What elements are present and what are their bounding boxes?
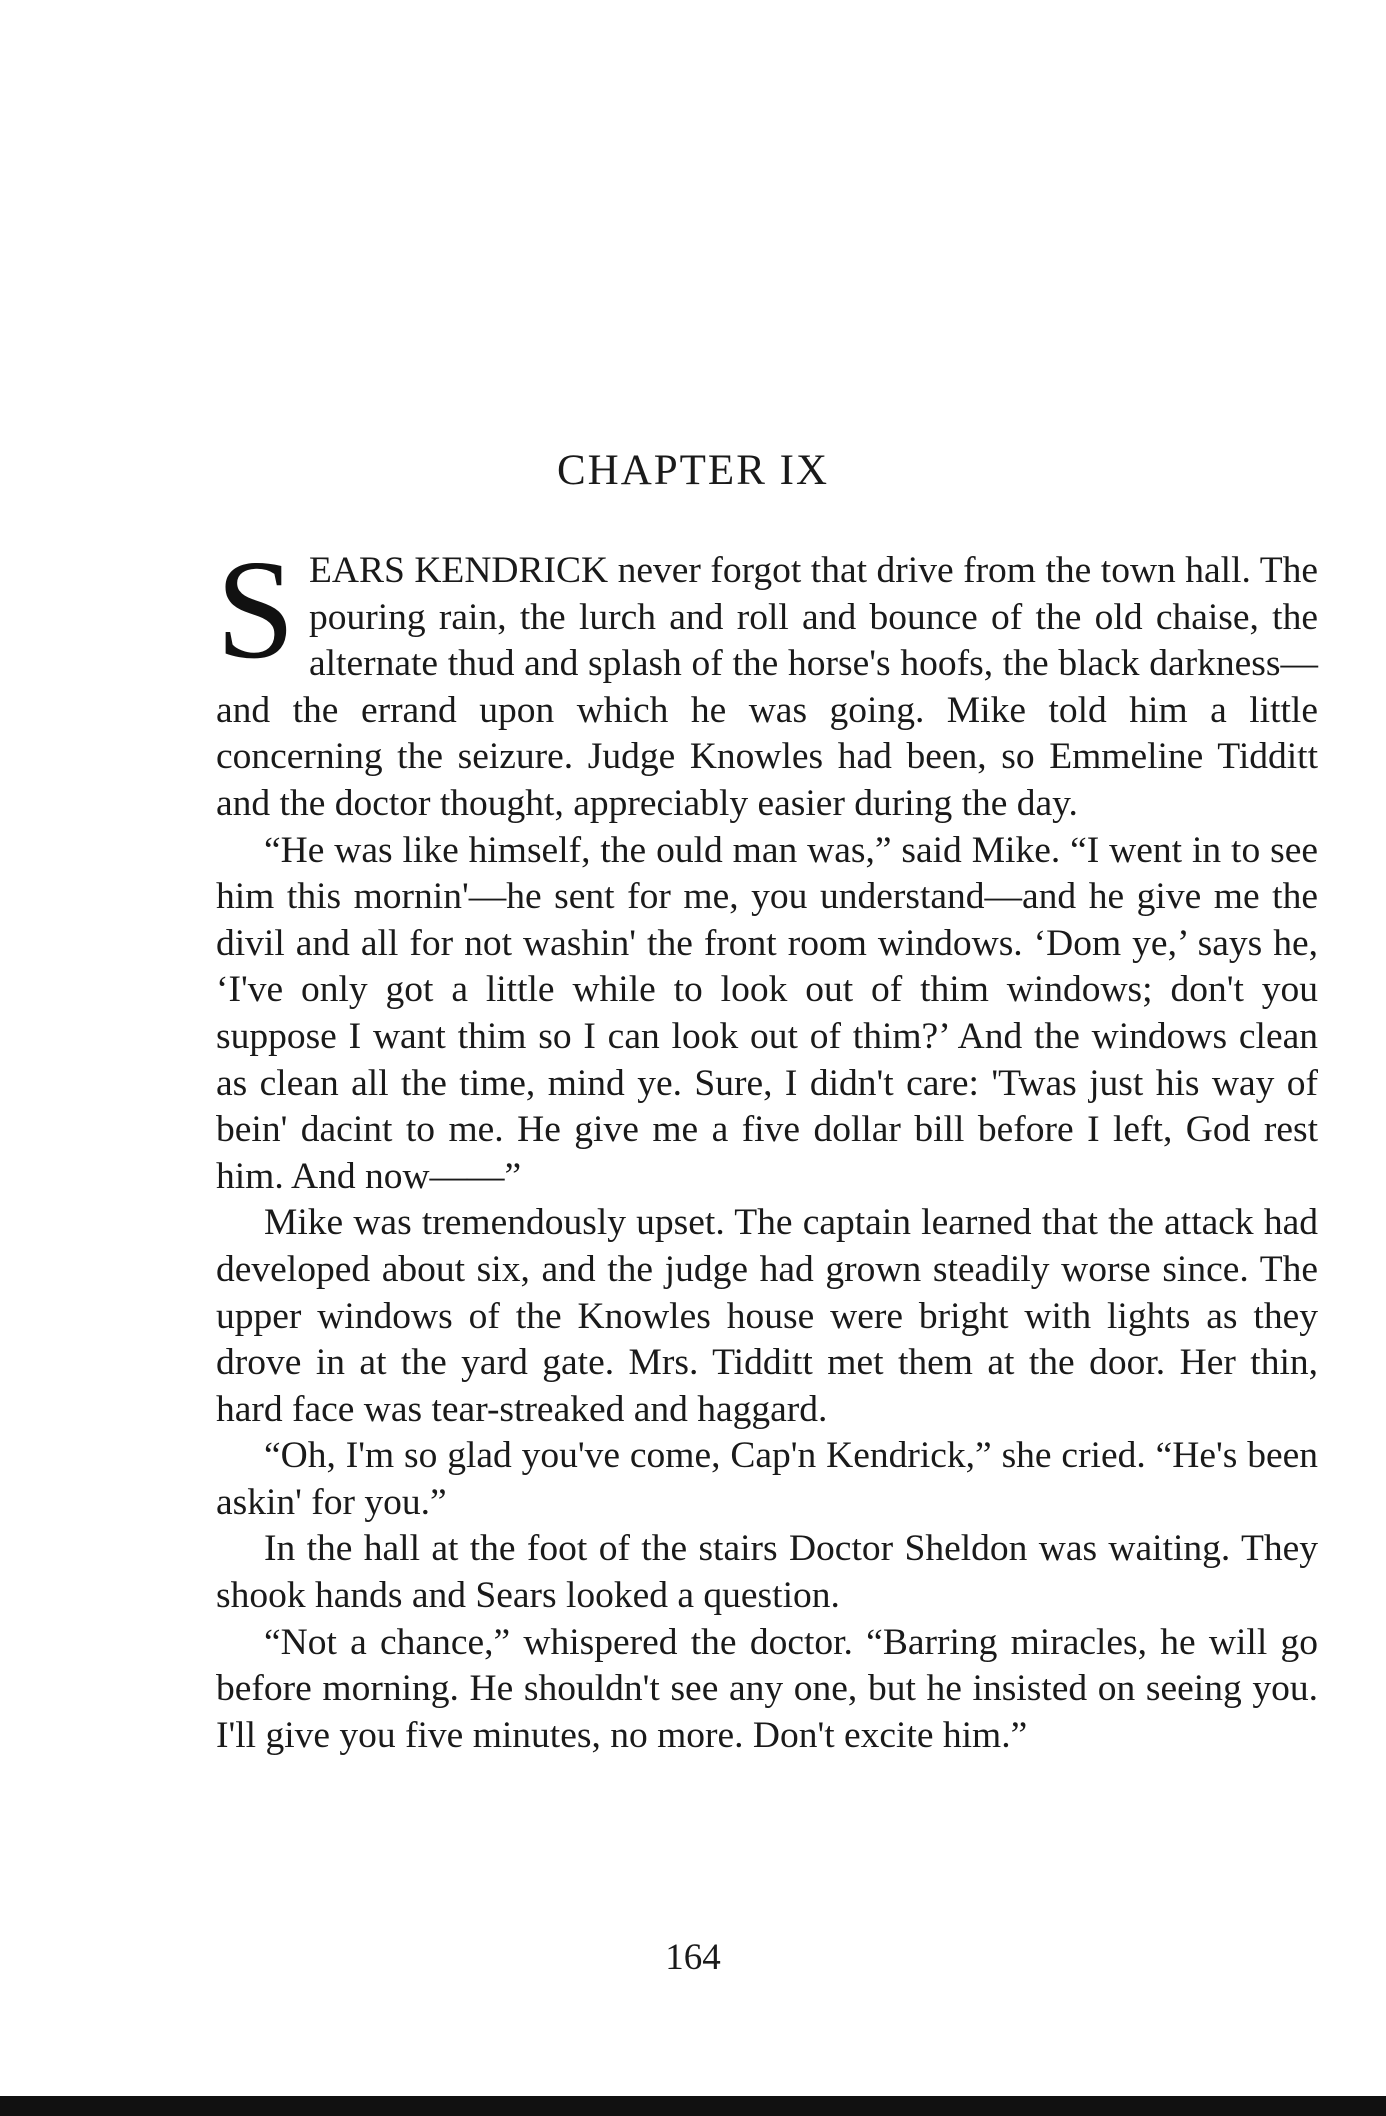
paragraph-1-text: EARS KENDRICK never forgot that drive from the town hall. The pouring rain, the lurch and roll and bounce of the old chaise, the alternate thud and splash of the horse's hoofs, the black darkness—and the errand upon which he was going. Mike told him a little concerning the seizure. Judge Knowles had been, so Emmeline Tidditt and the doctor thought, appreciably easier during the day. (216, 550, 1318, 824)
page-number: 164 (665, 1937, 721, 1978)
paragraph-6: “Not a chance,” whispered the doctor. “Barring miracles, he will go before morning. He shouldn't see any one, but he insisted on seeing you. I'll give you five minutes, no more. Don't excite him.” (216, 1621, 1318, 1756)
paragraph-2: “He was like himself, the ould man was,” said Mike. “I went in to see him this mornin'—he sent for me, you understand—and he give me the divil and all for not washin' the front room windows. ‘Dom ye,’ says he, ‘I've only got a little while to look out of thim windows; don't you suppose I want thim so I can look out of thim?’ And the windows clean as clean all the time, mind ye. Sure, I didn't care: 'Twas just his way of bein' dacint to me. He give me a five dollar bill before I left, God rest him. And now——” (216, 829, 1318, 1197)
body-text (216, 530, 1318, 1759)
paragraph-1 (216, 530, 1318, 828)
paragraph-3: Mike was tremendously upset. The captain learned that the attack had developed about six, and the judge had grown steadily worse since. The upper windows of the Knowles house were bright with lights as they drove in at the yard gate. Mrs. Tidditt met them at the door. Her thin, hard face was tear-streaked and haggard. (216, 1202, 1318, 1430)
drop-cap: S (216, 530, 295, 688)
paragraph-4: “Oh, I'm so glad you've come, Cap'n Kendrick,” she cried. “He's been askin' for you.” (216, 1435, 1318, 1523)
bottom-edge-bar (0, 2096, 1386, 2116)
paragraph-5: In the hall at the foot of the stairs Doctor Sheldon was waiting. They shook hands and Sears looked a question. (216, 1528, 1318, 1617)
chapter-title: CHAPTER IX (556, 447, 830, 494)
